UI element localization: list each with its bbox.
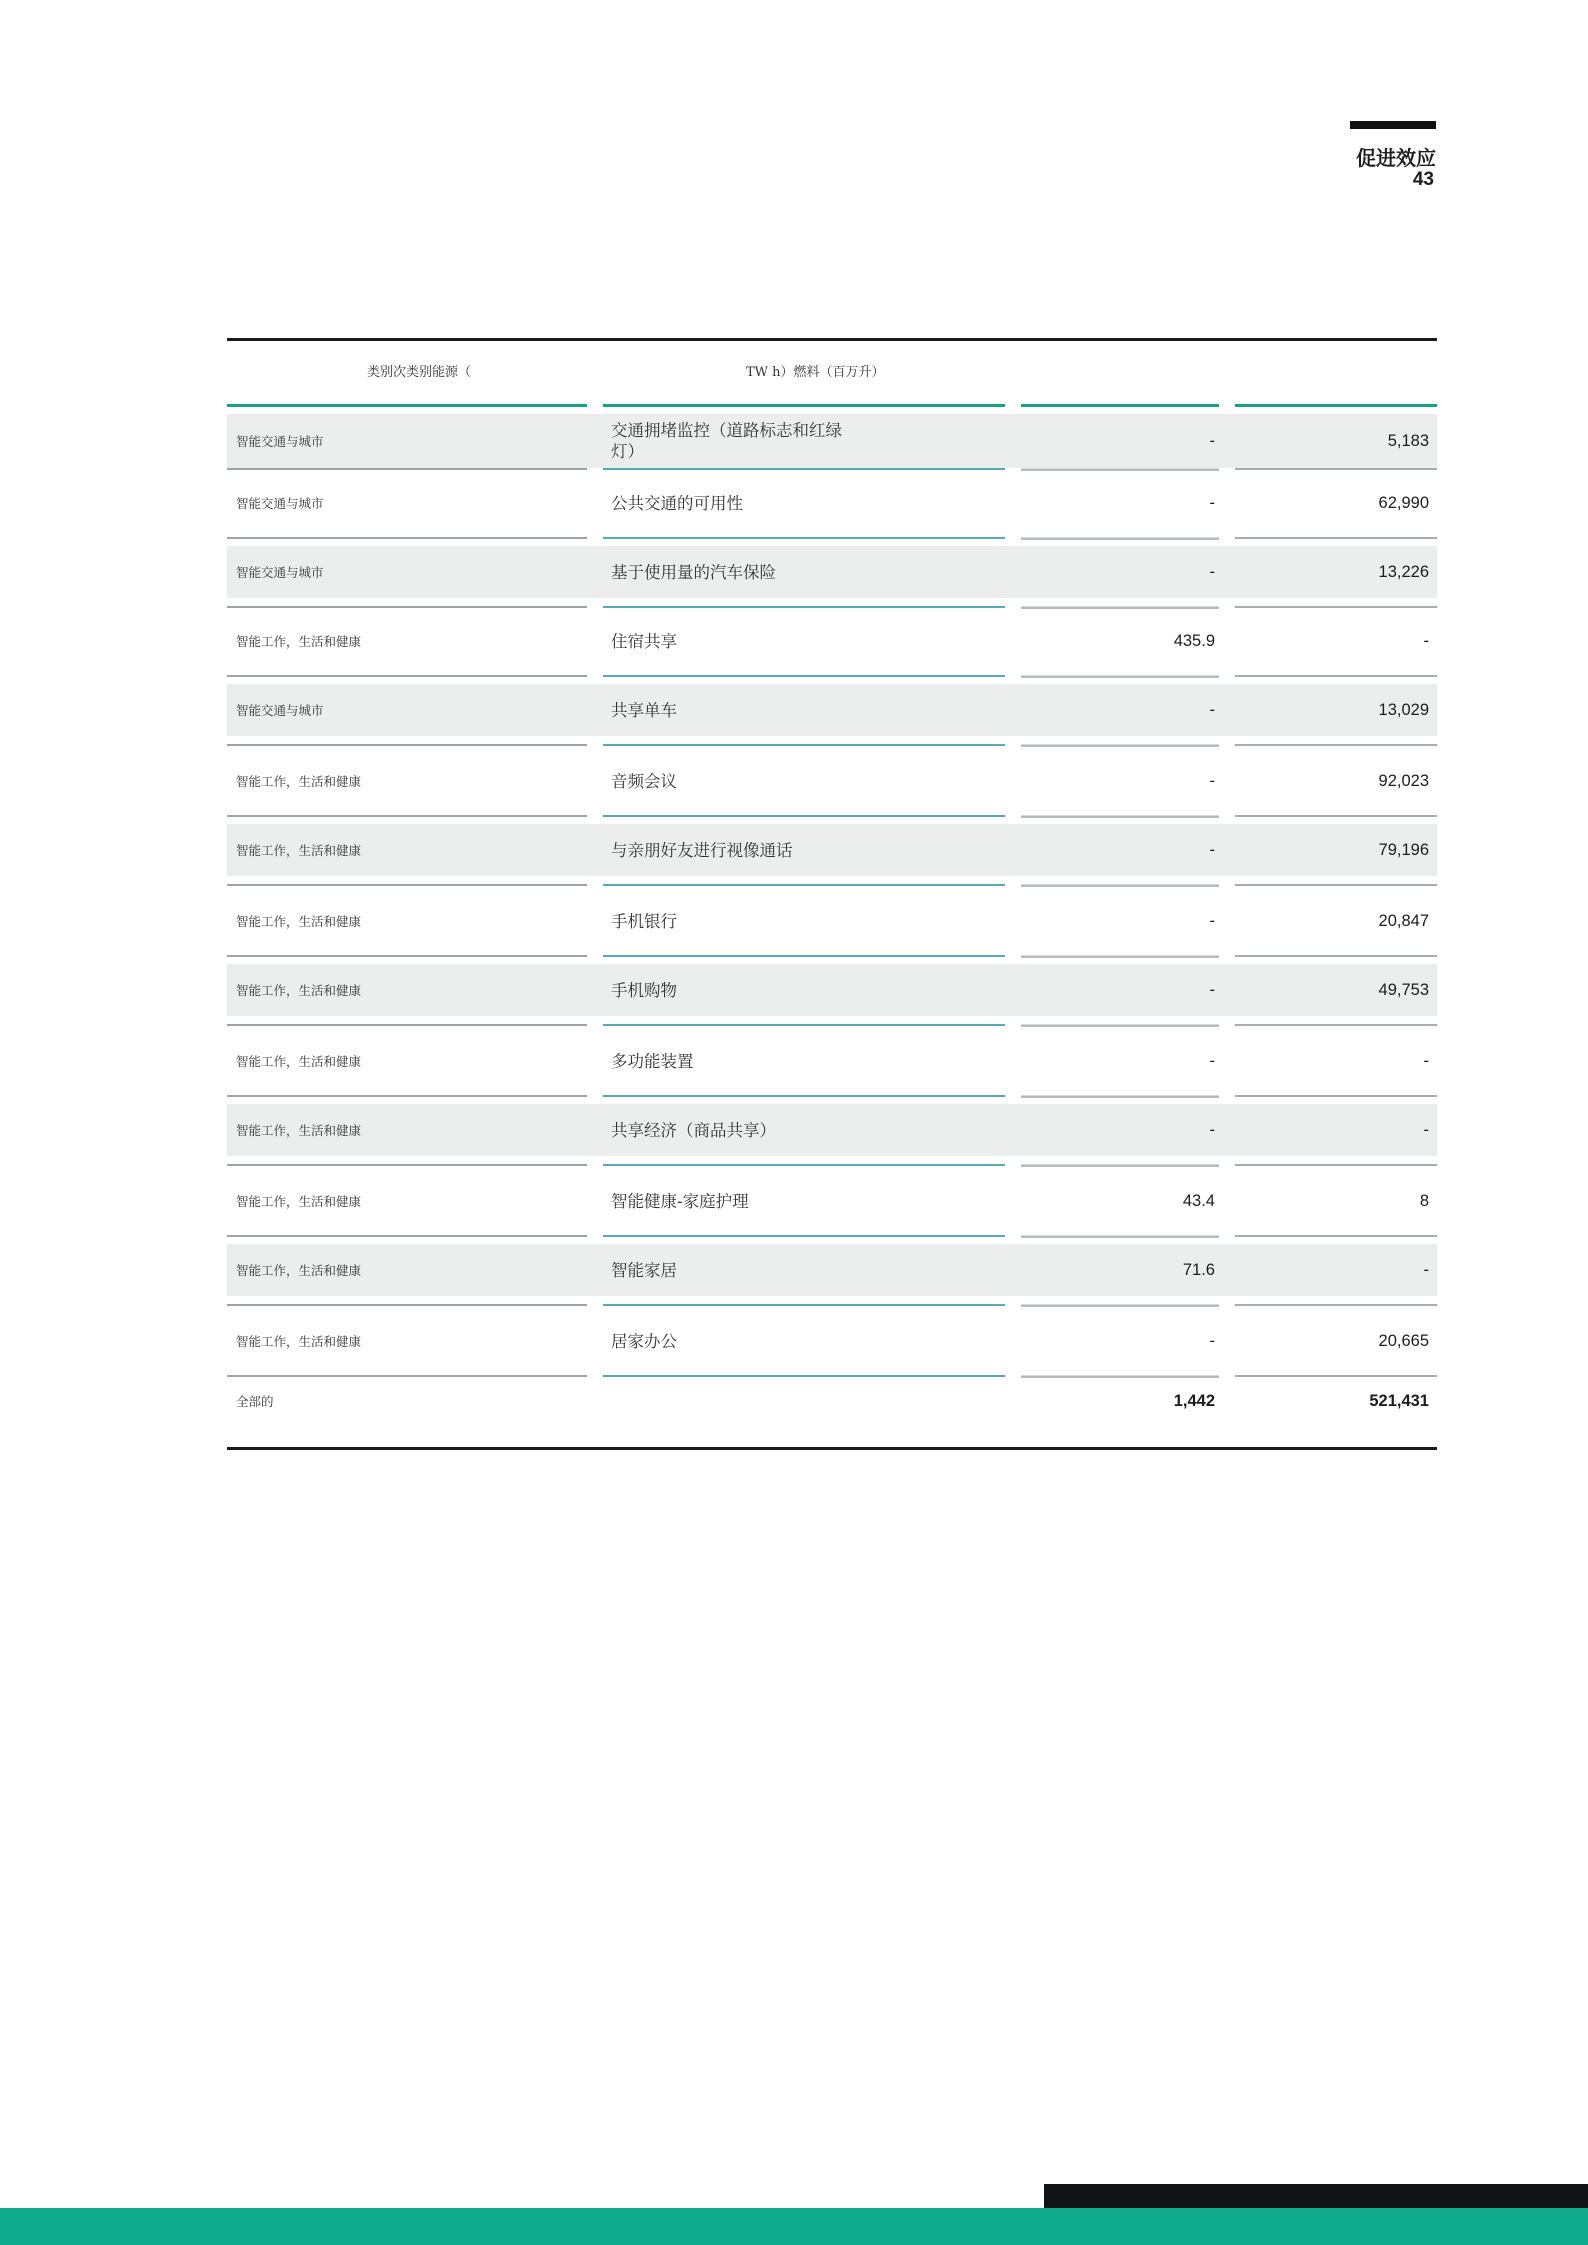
row-rule-col4 (1235, 537, 1437, 539)
table-top-rule (227, 338, 1437, 341)
row-fuel: 13,029 (1378, 700, 1429, 719)
header-underline-col4 (1235, 404, 1437, 407)
row-energy: - (1209, 911, 1215, 930)
row-rule-col2 (603, 1024, 1005, 1026)
table-row (227, 1244, 1437, 1296)
row-rule-col2 (603, 744, 1005, 746)
table-row (227, 615, 1437, 667)
row-category: 智能工作，生活和健康 (236, 1263, 362, 1278)
row-category: 智能工作，生活和健康 (236, 774, 362, 789)
row-rule-col4 (1235, 1235, 1437, 1237)
row-energy: - (1209, 1331, 1215, 1350)
row-rule-col2 (603, 675, 1005, 677)
row-rule-col3 (1021, 1164, 1219, 1167)
row-category: 智能工作，生活和健康 (236, 1334, 362, 1349)
row-rule-col3 (1021, 606, 1219, 609)
header-underline-col2 (603, 404, 1005, 407)
table-row (227, 477, 1437, 529)
row-energy: - (1209, 700, 1215, 719)
row-rule-col2 (603, 1095, 1005, 1097)
row-rule-col3 (1021, 675, 1219, 678)
row-rule-col3 (1021, 537, 1219, 540)
total-label: 全部的 (236, 1394, 274, 1409)
table-row (227, 824, 1437, 876)
row-fuel: 62,990 (1378, 493, 1429, 512)
row-category: 智能交通与城市 (236, 565, 324, 580)
table-total-row (227, 1381, 1437, 1421)
row-rule-col1 (227, 537, 587, 539)
row-rule-col3 (1021, 884, 1219, 887)
table-row (227, 1104, 1437, 1156)
row-energy: 43.4 (1182, 1191, 1215, 1210)
row-subcategory: 智能健康-家庭护理 (611, 1191, 749, 1211)
row-category: 智能交通与城市 (236, 496, 324, 511)
row-fuel: 20,847 (1378, 911, 1429, 930)
row-rule-col3 (1021, 1375, 1219, 1378)
row-rule-col2 (603, 1304, 1005, 1306)
row-subcategory: 居家办公 (611, 1331, 677, 1351)
row-fuel: 92,023 (1378, 771, 1429, 790)
row-rule-col3 (1021, 468, 1219, 471)
row-rule-col2 (603, 537, 1005, 539)
row-rule-col2 (603, 1164, 1005, 1166)
row-subcategory: 住宿共享 (611, 631, 677, 651)
row-rule-col4 (1235, 606, 1437, 608)
row-rule-col3 (1021, 1024, 1219, 1027)
row-fuel: - (1423, 1051, 1429, 1070)
row-energy: - (1209, 431, 1215, 450)
table-row (227, 964, 1437, 1016)
table-bottom-rule (227, 1447, 1437, 1450)
row-rule-col4 (1235, 815, 1437, 817)
row-category: 智能工作，生活和健康 (236, 983, 362, 998)
row-energy: - (1209, 980, 1215, 999)
row-rule-col1 (227, 675, 587, 677)
header-underline-col1 (227, 404, 587, 407)
row-category: 智能工作，生活和健康 (236, 843, 362, 858)
row-category: 智能工作，生活和健康 (236, 634, 362, 649)
row-rule-col1 (227, 468, 587, 470)
row-rule-col4 (1235, 468, 1437, 470)
row-rule-col1 (227, 884, 587, 886)
row-rule-col1 (227, 1024, 587, 1026)
page-number: 43 (1412, 169, 1434, 190)
footer-green-bar (0, 2208, 1588, 2245)
table-row (227, 546, 1437, 598)
row-subcategory: 共享单车 (611, 700, 677, 720)
row-rule-col3 (1021, 744, 1219, 747)
row-rule-col1 (227, 1304, 587, 1306)
row-subcategory: 与亲朋好友进行视像通话 (611, 840, 793, 860)
row-energy: - (1209, 1120, 1215, 1139)
row-rule-col1 (227, 955, 587, 957)
table-row (227, 1315, 1437, 1367)
row-rule-col2 (603, 955, 1005, 957)
row-rule-col1 (227, 1375, 587, 1377)
row-rule-col3 (1021, 1235, 1219, 1238)
row-rule-col4 (1235, 1024, 1437, 1026)
row-rule-col3 (1021, 955, 1219, 958)
row-energy: - (1209, 771, 1215, 790)
total-fuel: 521,431 (1369, 1391, 1429, 1410)
row-fuel: 13,226 (1378, 562, 1429, 581)
row-rule-col4 (1235, 1304, 1437, 1306)
row-rule-col2 (603, 606, 1005, 608)
row-subcategory: 智能家居 (611, 1260, 677, 1280)
row-rule-col2 (603, 1375, 1005, 1377)
row-category: 智能工作，生活和健康 (236, 1123, 362, 1138)
row-rule-col1 (227, 1164, 587, 1166)
row-rule-col3 (1021, 1304, 1219, 1307)
row-category: 智能交通与城市 (236, 703, 324, 718)
row-rule-col2 (603, 468, 1005, 470)
page-section-title: 促进效应 (1356, 146, 1436, 170)
row-rule-col1 (227, 606, 587, 608)
row-energy: 435.9 (1173, 631, 1215, 650)
row-energy: - (1209, 840, 1215, 859)
table-row (227, 895, 1437, 947)
row-fuel: 49,753 (1378, 980, 1429, 999)
row-subcategory: 手机购物 (611, 980, 677, 1000)
table-row (227, 1175, 1437, 1227)
row-energy: - (1209, 562, 1215, 581)
row-fuel: 79,196 (1378, 840, 1429, 859)
row-subcategory: 公共交通的可用性 (611, 493, 743, 513)
row-rule-col4 (1235, 955, 1437, 957)
row-rule-col4 (1235, 744, 1437, 746)
row-subcategory: 手机银行 (611, 911, 677, 931)
row-rule-col2 (603, 884, 1005, 886)
row-category: 智能工作，生活和健康 (236, 1054, 362, 1069)
row-rule-col2 (603, 1235, 1005, 1237)
table-row (227, 755, 1437, 807)
row-fuel: - (1423, 631, 1429, 650)
header-rule (1350, 121, 1436, 129)
row-fuel: 5,183 (1387, 431, 1429, 450)
table-header-a: 类别次类别能源（ (367, 365, 472, 380)
row-energy: - (1209, 1051, 1215, 1070)
total-energy: 1,442 (1173, 1391, 1215, 1410)
table-row (227, 414, 1437, 468)
row-rule-col3 (1021, 815, 1219, 818)
table-row (227, 1035, 1437, 1087)
row-rule-col4 (1235, 1095, 1437, 1097)
row-fuel: - (1423, 1120, 1429, 1139)
row-rule-col3 (1021, 1095, 1219, 1098)
row-fuel: - (1423, 1260, 1429, 1279)
row-subcategory: 基于使用量的汽车保险 (611, 562, 776, 582)
row-fuel: 20,665 (1378, 1331, 1429, 1350)
row-fuel: 8 (1419, 1191, 1429, 1210)
header-underline-col3 (1021, 404, 1219, 407)
row-rule-col1 (227, 744, 587, 746)
row-subcategory: 交通拥堵监控（道路标志和红绿灯） (611, 421, 842, 461)
table-header-b: TW h）燃料（百万升） (746, 365, 885, 380)
row-rule-col1 (227, 1235, 587, 1237)
row-category: 智能工作，生活和健康 (236, 1194, 362, 1209)
row-energy: 71.6 (1182, 1260, 1215, 1279)
row-category: 智能交通与城市 (236, 434, 324, 449)
table-row (227, 684, 1437, 736)
row-subcategory: 共享经济（商品共享） (611, 1120, 776, 1140)
row-subcategory: 音频会议 (611, 771, 677, 791)
footer-dark-bar (1044, 2184, 1588, 2210)
row-subcategory: 多功能装置 (611, 1051, 694, 1071)
row-rule-col4 (1235, 675, 1437, 677)
row-energy: - (1209, 493, 1215, 512)
row-rule-col1 (227, 815, 587, 817)
row-rule-col2 (603, 815, 1005, 817)
row-rule-col4 (1235, 884, 1437, 886)
row-rule-col4 (1235, 1375, 1437, 1377)
row-rule-col4 (1235, 1164, 1437, 1166)
row-category: 智能工作，生活和健康 (236, 914, 362, 929)
row-rule-col1 (227, 1095, 587, 1097)
